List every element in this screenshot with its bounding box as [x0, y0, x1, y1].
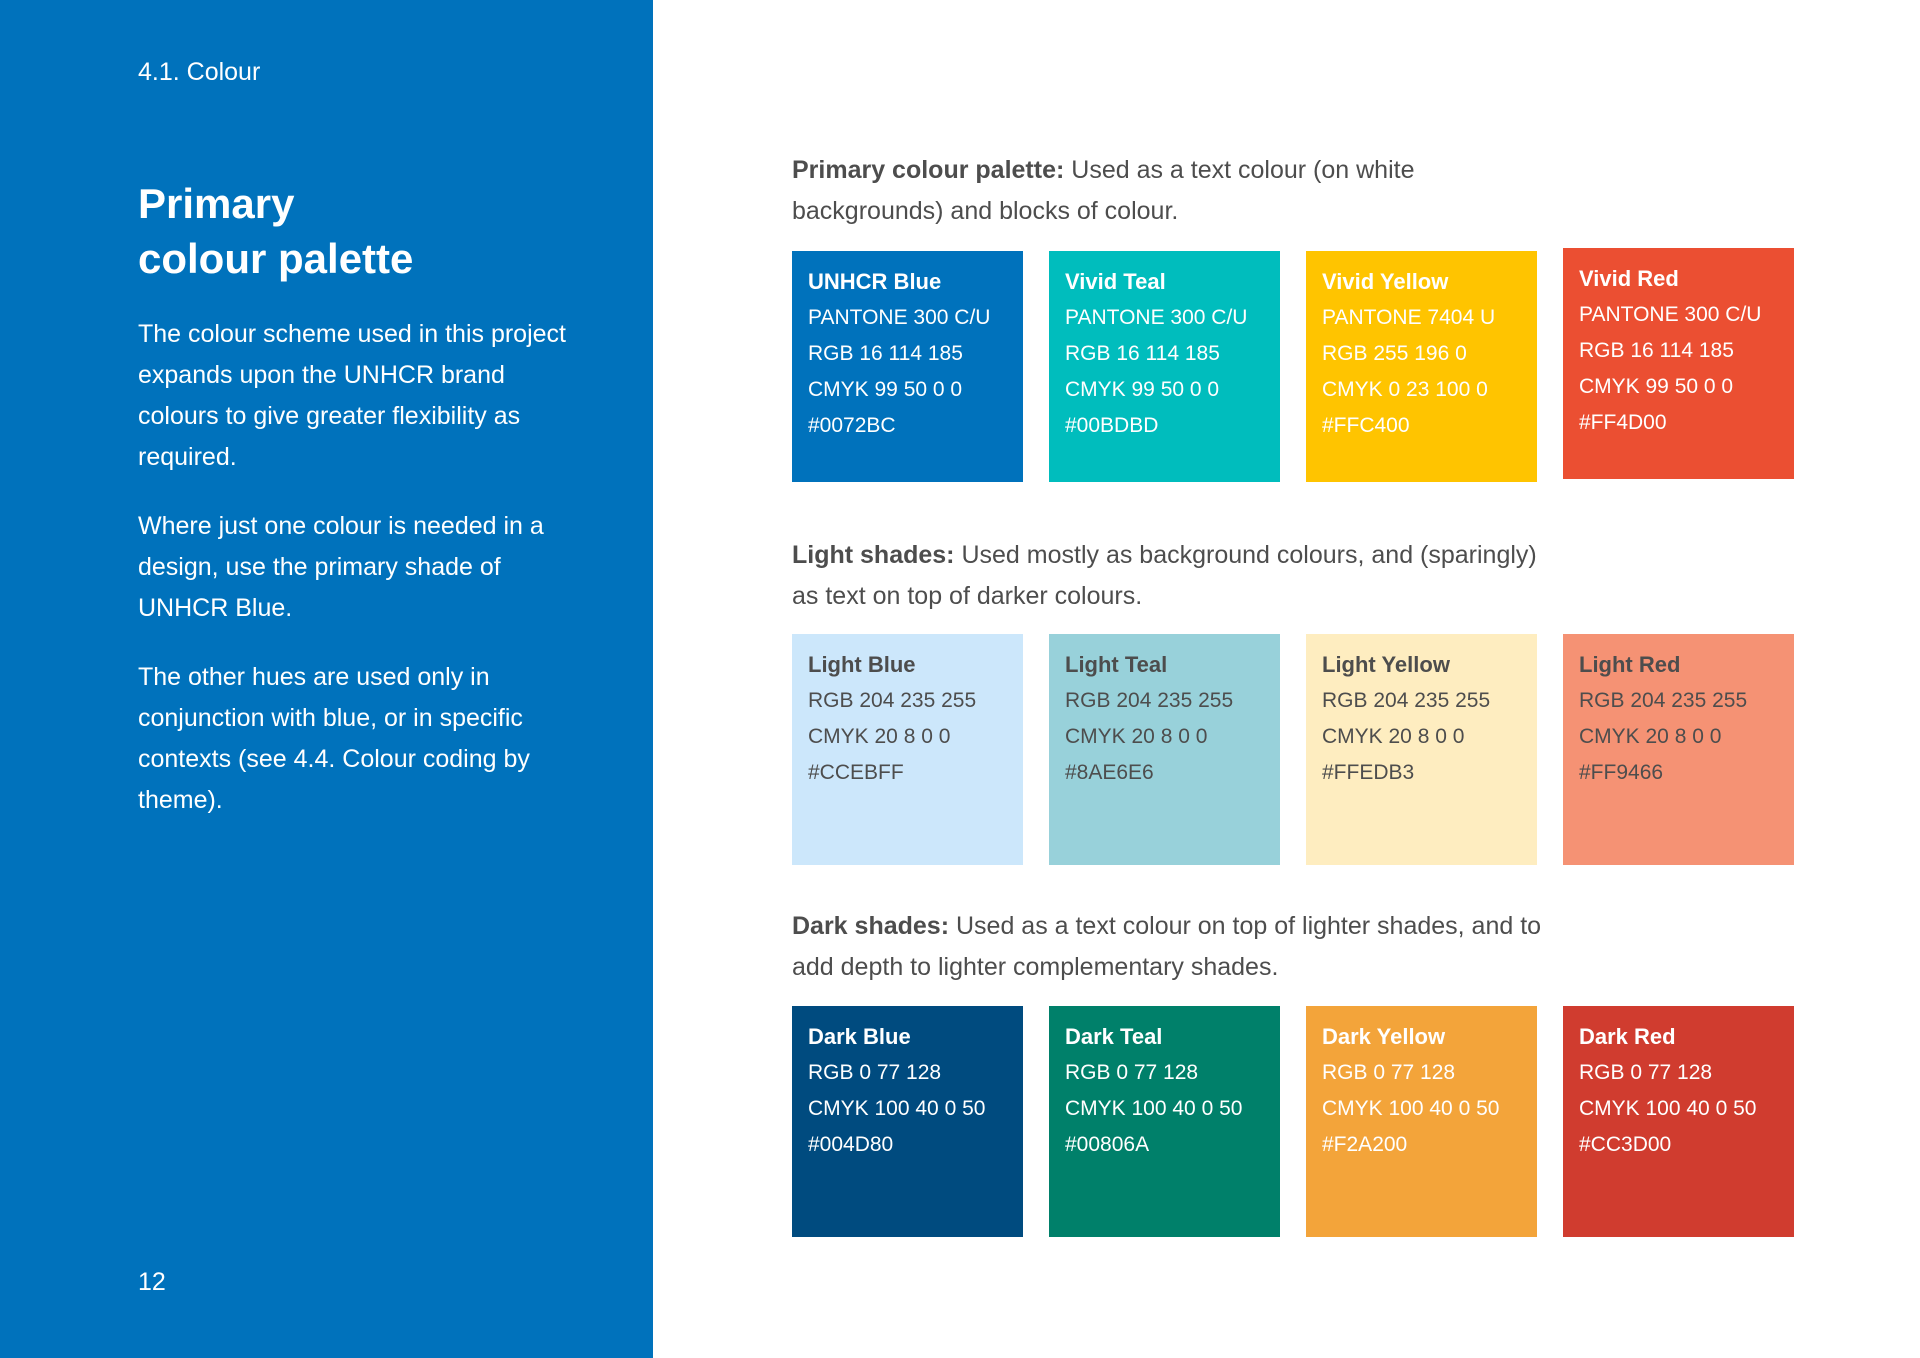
swatch-light-blue: [792, 634, 1023, 865]
swatch-vivid-teal: [1049, 251, 1280, 482]
light-swatch-row: [792, 634, 1792, 865]
page-title-line-1: Primary: [138, 180, 295, 227]
intro-paragraph: The colour scheme used in this project expands upon the UNHCR brand colours to give greater flexibility as required.: [138, 320, 566, 471]
swatch-hex: #F2A200: [1322, 1133, 1408, 1156]
swatch-hex: #FFC400: [1322, 414, 1410, 437]
swatch-rgb: RGB 204 235 255: [808, 689, 977, 712]
swatch-rgb: RGB 16 114 185: [1579, 339, 1734, 362]
swatch-hex: #00806A: [1065, 1133, 1150, 1156]
swatch-name: Light Red: [1579, 652, 1681, 677]
swatch-cmyk: CMYK 99 50 0 0: [1579, 375, 1734, 398]
swatch-hex: #FF4D00: [1579, 411, 1667, 434]
swatch-name: UNHCR Blue: [808, 269, 942, 294]
swatch-cmyk: CMYK 20 8 0 0: [808, 725, 951, 748]
swatch-name: Dark Teal: [1065, 1024, 1163, 1049]
light-shades-heading: Light shades:: [792, 541, 955, 569]
swatch-cmyk: CMYK 100 40 0 50: [1065, 1097, 1243, 1120]
swatch-cmyk: CMYK 100 40 0 50: [1322, 1097, 1500, 1120]
swatch-cmyk: CMYK 99 50 0 0: [808, 378, 963, 401]
swatch-rgb: RGB 204 235 255: [1065, 689, 1234, 712]
page-number: 12: [138, 1268, 166, 1296]
swatch-pantone: PANTONE 300 C/U: [1065, 306, 1248, 329]
swatch-pantone: PANTONE 300 C/U: [808, 306, 991, 329]
swatch-cmyk: CMYK 20 8 0 0: [1579, 725, 1722, 748]
swatch-hex: #FFEDB3: [1322, 761, 1415, 784]
intro-paragraph: Where just one colour is needed in a design, use the primary shade of UNHCR Blue.: [138, 512, 544, 622]
swatch-hex: #CC3D00: [1579, 1133, 1672, 1156]
swatch-rgb: RGB 204 235 255: [1322, 689, 1491, 712]
swatch-hex: #004D80: [808, 1133, 894, 1156]
swatch-hex: #00BDBD: [1065, 414, 1159, 437]
dark-shades-description: Used as a text colour on top of lighter shades, and to add depth to lighter complementary shades.: [792, 912, 1542, 981]
swatch-name: Dark Red: [1579, 1024, 1676, 1049]
swatch-name: Light Blue: [808, 652, 916, 677]
swatch-vivid-yellow: [1306, 251, 1537, 482]
swatch-dark-red: [1563, 1006, 1794, 1237]
swatch-rgb: RGB 0 77 128: [1065, 1061, 1199, 1084]
swatch-vivid-red: [1563, 248, 1794, 479]
swatch-hex: #8AE6E6: [1065, 761, 1154, 784]
swatch-hex: #0072BC: [808, 414, 896, 437]
swatch-cmyk: CMYK 100 40 0 50: [1579, 1097, 1757, 1120]
swatch-dark-teal: [1049, 1006, 1280, 1237]
swatch-pantone: PANTONE 300 C/U: [1579, 303, 1762, 326]
swatch-pantone: PANTONE 7404 U: [1322, 306, 1496, 329]
primary-palette-description: Used as a text colour (on white backgrounds) and blocks of colour.: [792, 156, 1415, 225]
swatch-rgb: RGB 16 114 185: [808, 342, 963, 365]
swatch-name: Dark Blue: [808, 1024, 911, 1049]
dark-shades-caption: [792, 906, 1552, 988]
light-shades-description: Used mostly as background colours, and (sparingly) as text on top of darker colours.: [792, 541, 1537, 610]
primary-swatch-row: [792, 251, 1792, 482]
swatch-unhcr-blue: [792, 251, 1023, 482]
swatch-cmyk: CMYK 0 23 100 0: [1322, 378, 1488, 401]
primary-palette-heading: Primary colour palette:: [792, 156, 1065, 184]
dark-shades-heading: Dark shades:: [792, 912, 950, 940]
swatch-rgb: RGB 16 114 185: [1065, 342, 1220, 365]
swatch-cmyk: CMYK 100 40 0 50: [808, 1097, 986, 1120]
swatch-rgb: RGB 0 77 128: [1322, 1061, 1456, 1084]
section-label: 4.1. Colour: [138, 58, 261, 86]
swatch-light-red: [1563, 634, 1794, 865]
swatch-name: Light Yellow: [1322, 652, 1450, 677]
swatch-dark-yellow: [1306, 1006, 1537, 1237]
swatch-rgb: RGB 204 235 255: [1579, 689, 1748, 712]
swatch-rgb: RGB 0 77 128: [1579, 1061, 1713, 1084]
intro-paragraph: The other hues are used only in conjunction with blue, or in specific contexts (see 4.4. Colour coding by theme).: [138, 663, 530, 814]
swatch-name: Vivid Red: [1579, 266, 1679, 291]
swatch-light-yellow: [1306, 634, 1537, 865]
swatch-hex: #FF9466: [1579, 761, 1664, 784]
swatch-name: Dark Yellow: [1322, 1024, 1446, 1049]
page-title-line-2: colour palette: [138, 235, 414, 282]
primary-palette-caption: [792, 150, 1552, 232]
swatch-dark-blue: [792, 1006, 1023, 1237]
swatch-name: Vivid Teal: [1065, 269, 1166, 294]
swatch-hex: #CCEBFF: [808, 761, 904, 784]
swatch-cmyk: CMYK 20 8 0 0: [1322, 725, 1465, 748]
swatch-name: Vivid Yellow: [1322, 269, 1449, 294]
light-shades-caption: [792, 535, 1552, 617]
swatch-name: Light Teal: [1065, 652, 1168, 677]
swatch-rgb: RGB 255 196 0: [1322, 342, 1467, 365]
swatch-rgb: RGB 0 77 128: [808, 1061, 942, 1084]
swatch-cmyk: CMYK 20 8 0 0: [1065, 725, 1208, 748]
dark-swatch-row: [792, 1006, 1792, 1237]
swatch-light-teal: [1049, 634, 1280, 865]
swatch-cmyk: CMYK 99 50 0 0: [1065, 378, 1220, 401]
